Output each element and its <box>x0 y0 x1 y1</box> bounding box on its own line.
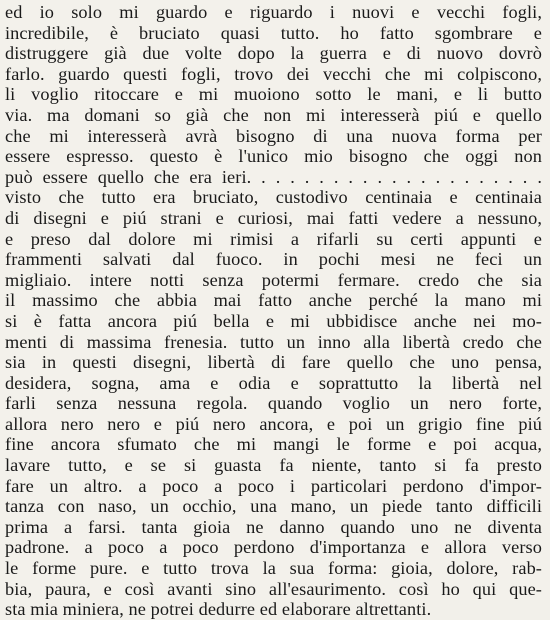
text-line: visto che tutto era bruciato, custodivo centinaia e centinaia <box>5 187 542 208</box>
text-line: tanza con naso, un occhio, una mano, un piede tanto difficili <box>5 496 542 517</box>
text-line: farlo. guardo questi fogli, trovo dei vecchi che mi colpiscono, <box>5 63 542 84</box>
text-line: menti di massima frenesia. tutto un inno alla libertà credo che <box>5 331 542 352</box>
text-line: essere espresso. questo è l'unico mio bisogno che oggi non <box>5 146 542 167</box>
text-line: sia in questi disegni, libertà di fare quello che uno pensa, <box>5 352 542 373</box>
text-line: ed io solo mi guardo e riguardo i nuovi e vecchi fogli, <box>5 2 542 22</box>
text-line: farli senza nessuna regola. quando voglio un nero forte, <box>5 393 542 414</box>
text-line: prima a farsi. tanta gioia ne danno quando uno ne diventa <box>5 516 542 537</box>
text-line: distruggere già due volte dopo la guerra e di nuovo dovrò <box>5 43 542 64</box>
text-line: il massimo che abbia mai fatto anche perché la mano mi <box>5 290 542 311</box>
text-line: può essere quello che era ieri. . . . . . . . . . . . . . . . . . . . . <box>5 166 542 187</box>
text-line: che mi interesserà avrà bisogno di una nuova forma per <box>5 125 542 146</box>
text-line: fine ancora sfumato che mi mangi le forme e poi acqua, <box>5 434 542 455</box>
text-line: allora nero nero e piú nero ancora, e poi un grigio fine piú <box>5 413 542 434</box>
text-line: lavare tutto, e se si guasta fa niente, tanto si fa presto <box>5 455 542 476</box>
text-line: li voglio ritoccare e mi muoiono sotto le mani, e li butto <box>5 84 542 105</box>
body-text <box>5 2 542 620</box>
text-line: via. ma domani so già che non mi interesserà piú e quello <box>5 104 542 125</box>
text-line: e preso dal dolore mi rimisi a rifarli su certi appunti e <box>5 228 542 249</box>
text-line: di disegni e piú strani e curiosi, mai fatti vedere a nessuno, <box>5 207 542 228</box>
text-line: desidera, sogna, ama e odia e soprattutto la libertà nel <box>5 372 542 393</box>
text-line: bia, paura, e così avanti sino all'esaurimento. così ho qui que- <box>5 578 542 599</box>
text-line: fare un altro. a poco a poco i particolari perdono d'impor- <box>5 475 542 496</box>
text-line: padrone. a poco a poco perdono d'importanza e allora verso <box>5 537 542 558</box>
text-line: le forme pure. e tutto trova la sua forma: gioia, dolore, rab- <box>5 558 542 579</box>
text-line: migliaio. intere notti senza potermi fermare. credo che sia <box>5 269 542 290</box>
text-line: si è fatta ancora piú bella e mi ubbidisce anche nei mo- <box>5 310 542 331</box>
text-line: frammenti salvati dal fuoco. in pochi mesi ne feci un <box>5 249 542 270</box>
text-line: incredibile, è bruciato quasi tutto. ho fatto sgombrare e <box>5 22 542 43</box>
text-line: sta mia miniera, ne potrei dedurre ed elaborare altrettanti. <box>5 599 432 620</box>
